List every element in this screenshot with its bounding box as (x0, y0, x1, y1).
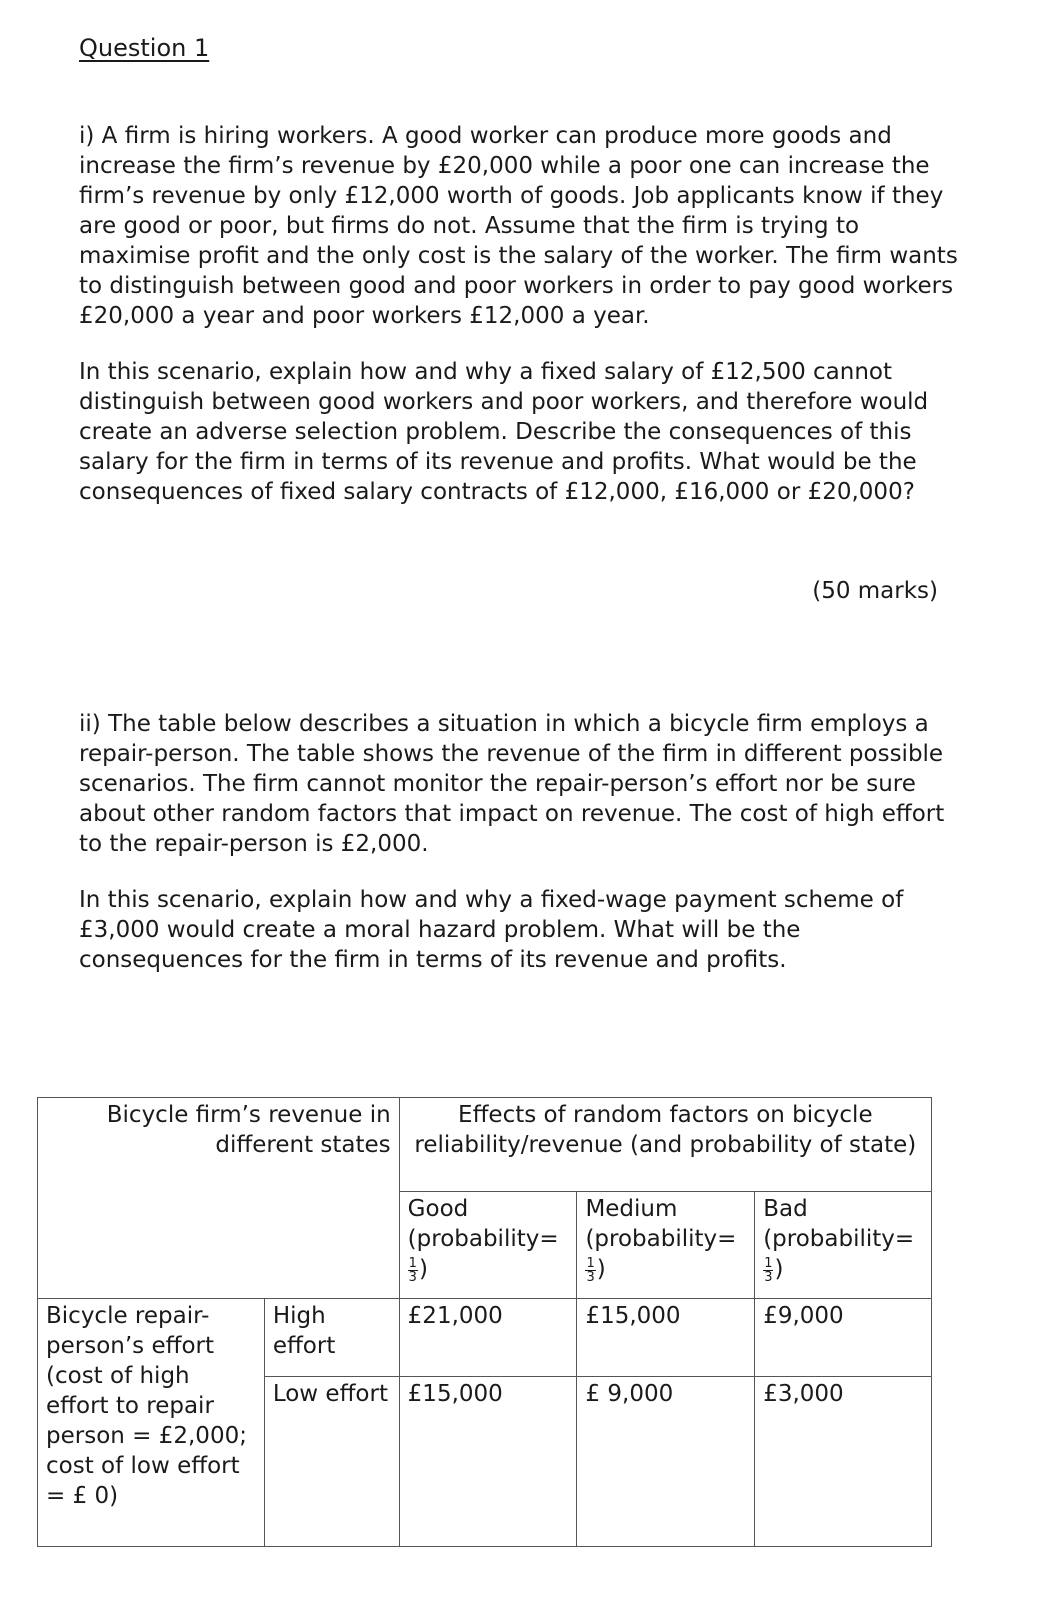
state-name: Medium (585, 1196, 678, 1222)
part-ii-paragraph-2: In this scenario, explain how and why a fixed-wage payment scheme of £3,000 would create a moral hazard problem. What will be the consequences for the firm in terms of its revenue and profits. (79, 887, 904, 973)
probability-fraction (408, 1257, 418, 1284)
probability-label: (probability= (585, 1226, 737, 1252)
row-label-low-effort: Low effort (264, 1377, 399, 1547)
row-label-high-effort: High effort (264, 1299, 399, 1377)
state-medium-header (577, 1192, 755, 1299)
table-corner-label: Bicycle firm’s revenue in different states (38, 1098, 400, 1299)
table-row (38, 1299, 932, 1377)
revenue-cell: £21,000 (399, 1299, 577, 1377)
fraction-numerator: 1 (586, 1256, 595, 1271)
probability-label: (probability= (407, 1226, 559, 1252)
part-i-paragraph-1: i) A firm is hiring workers. A good worker can produce more goods and increase the firm’s revenue by £20,000 while a poor one can increase the firm’s revenue by only £12,000 worth of goods. Job applicants know if they are good or poor, but firms do not. Assume that the firm is trying to maximise profit and the only cost is the salary of the worker. The firm wants to distinguish between good and poor workers in order to pay good workers £20,000 a year and poor workers £12,000 a year. (79, 123, 958, 329)
probability-close: ) (418, 1256, 428, 1282)
fraction-denominator: 3 (408, 1270, 417, 1285)
probability-close: ) (596, 1256, 606, 1282)
revenue-cell: £ 9,000 (577, 1377, 755, 1547)
state-good-header (399, 1192, 577, 1299)
revenue-table (37, 1097, 932, 1547)
revenue-cell: £3,000 (755, 1377, 932, 1547)
fraction-denominator: 3 (586, 1270, 595, 1285)
revenue-cell: £9,000 (755, 1299, 932, 1377)
probability-close: ) (774, 1256, 784, 1282)
state-name: Good (407, 1196, 469, 1222)
revenue-cell: £15,000 (399, 1377, 577, 1547)
marks-label: (50 marks) (812, 578, 938, 604)
state-name: Bad (763, 1196, 808, 1222)
probability-label: (probability= (763, 1226, 915, 1252)
probability-fraction (585, 1257, 595, 1284)
effects-header: Effects of random factors on bicycle reliability/revenue (and probability of state) (399, 1098, 931, 1192)
revenue-cell: £15,000 (577, 1299, 755, 1377)
question-heading: Question 1 (79, 34, 210, 62)
state-bad-header (755, 1192, 932, 1299)
part-i-paragraph-2: In this scenario, explain how and why a fixed salary of £12,500 cannot distinguish between good workers and poor workers, and therefore would create an adverse selection problem. Describe the consequences of this salary for the firm in terms of its revenue and profits. What would be the consequences of fixed salary contracts of £12,000, £16,000 or £20,000? (79, 359, 929, 505)
probability-fraction (763, 1257, 773, 1284)
fraction-denominator: 3 (764, 1270, 773, 1285)
fraction-numerator: 1 (764, 1256, 773, 1271)
part-ii-paragraph-1: ii) The table below describes a situation in which a bicycle firm employs a repair-person. The table shows the revenue of the firm in different possible scenarios. The firm cannot monitor the repair-person’s effort nor be sure about other random factors that impact on revenue. The cost of high effort to the repair-person is £2,000. (79, 711, 945, 857)
fraction-numerator: 1 (408, 1256, 417, 1271)
effort-label: Bicycle repair-person’s effort (cost of high effort to repair person = £2,000; cost of low effort = £ 0) (38, 1299, 265, 1547)
